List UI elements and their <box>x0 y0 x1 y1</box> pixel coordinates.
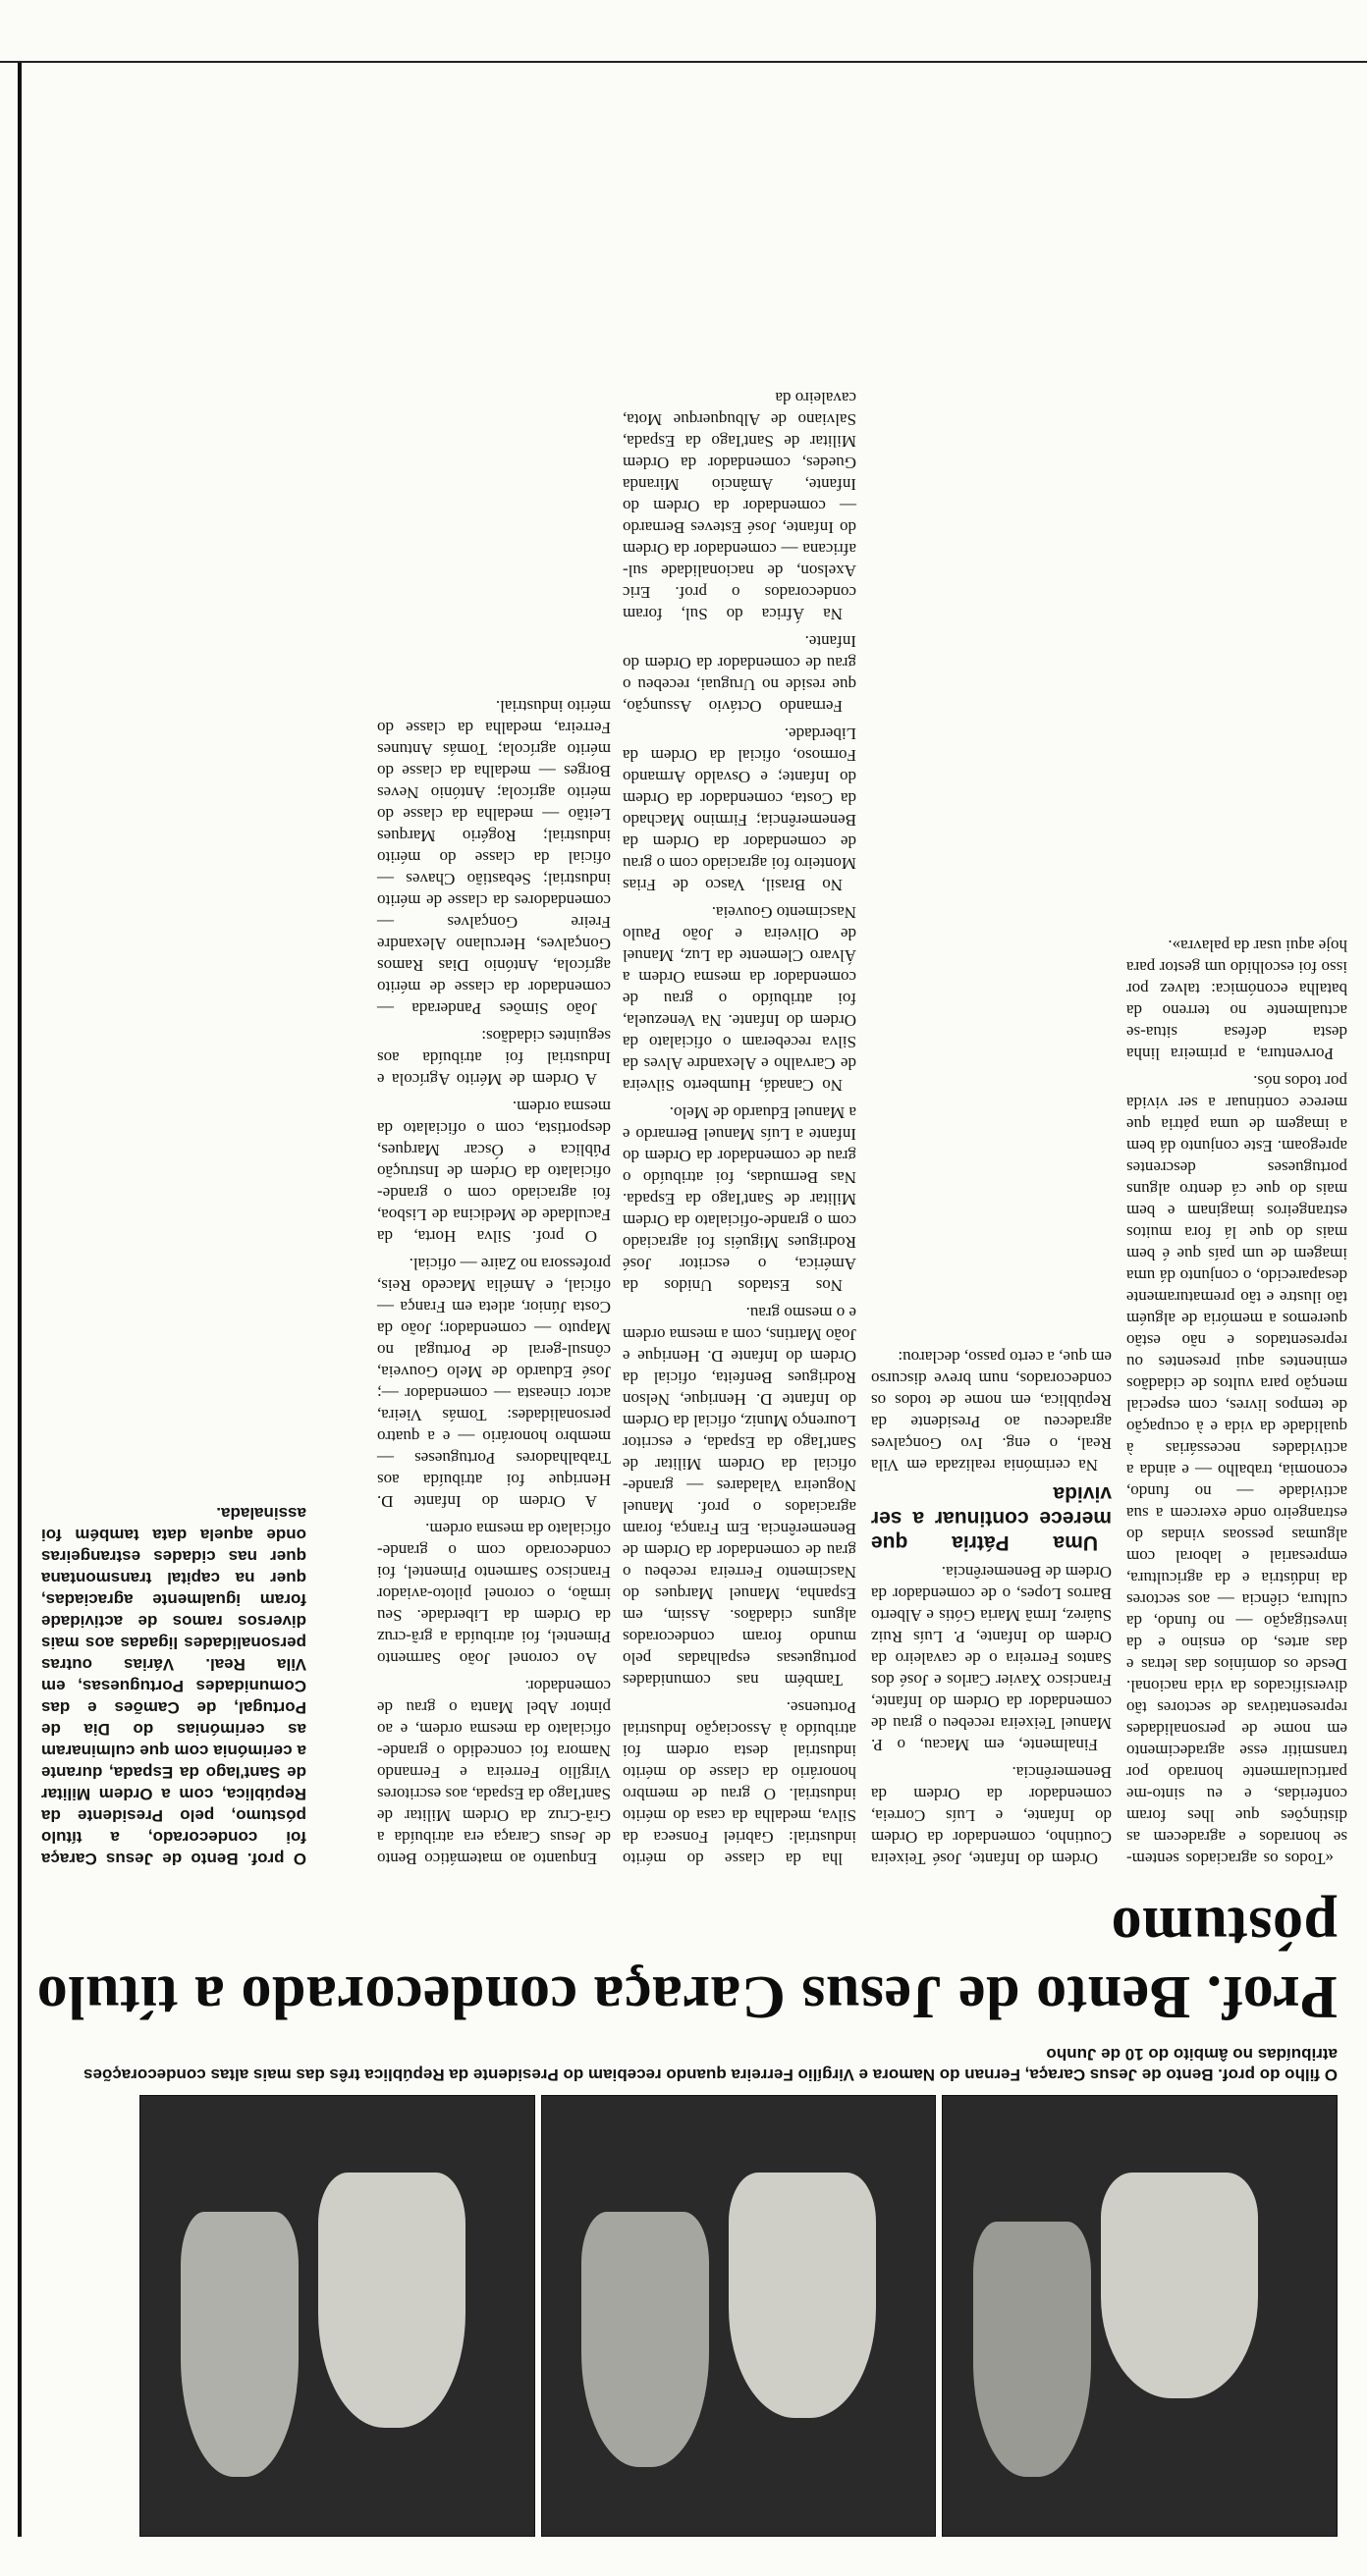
lead-paragraph: O prof. Bento de Jesus Caraça foi condecorado, a título póstumo, pelo Presidente da República, com a Ordem Militar de Sant'Iago da Espada, durante a cerimónia com que culminaram as cerimónias do Dia de Portugal, de Camões e das Comunidades Portuguesas, em Vila Real. Várias outras personalidades ligadas aos mais diversos ramos de actividade foram igualmente agraciadas, quer na capital transmontana quer nas cidades estrangeiras onde aquela data também foi assinalada. <box>41 1504 306 1868</box>
col2-paragraph: Também nas comunidades portuguesas espalhadas pelo mundo foram condecorados alguns cidadãos. Assim, em Espanha, Manuel Marques do Nascimento Ferreira recebeu o grau de comendador da Ordem de Benemerência. Em França, foram agraciados o prof. Manuel Nogueira Valadares — grande-oficial da Ordem Militar de Sant'Iago da Espada, e escritor Lourenço Muniz, oficial da Ordem do Infante D. Henrique, Nelson Rodrigues Benfeita, oficial da Ordem do Infante D. Henrique e João Martins, com a mesma ordem e o mesmo grau. <box>623 1304 856 1690</box>
col1-paragraph: A Ordem do Infante D. Henrique foi atribuída aos Trabalhadores Portugueses — membro honorário — e a quatro personalidades: Tomás Vieira, actor cineasta — comendador —; José Eduardo de Melo Gouveia, cônsul-geral de Portugal no Maputo — comendador; João da Costa Júnior, atleta em França — oficial, e Amélia Macedo Reis, professora no Zaire — oficial. <box>377 1255 611 1511</box>
col3-paragraph: Ordem do Infante, José Teixeira Coutinho, comendador da Ordem do Infante, e Luís Correia, comendador da Ordem da Benemerência. <box>871 1763 1112 1868</box>
photo-ceremony-1 <box>942 2095 1338 2537</box>
col3-paragraph: Na cerimónia realizada em Vila Real, o eng. Ivo Gonçalves agradeceu ao Presidente da República, em nome de todos os condecorados, num breve discurso em que, a certo passo, declarou: <box>871 1348 1112 1475</box>
column-2 <box>623 381 856 1869</box>
page-edge-rule <box>0 61 1367 63</box>
col4-paragraph: «Todos os agraciados sentem-se honrados e agradecem as distinções que lhes foram conferidas, e eu sinto-me particularmente honrado por transmitir esse agradecimento em nome de personalidades representativas de sectores tão diversificados da vida nacional. Desde os domínios das letras e das artes, do ensino e da investigação — no fundo, da cultura, ciência — aos sectores da indústria e da agricultura, empresarial e laboral com algumas pessoas vindas do estrangeiro onde exercem a sua actividade — no fundo, economia, trabalho — e ainda a actividades necessárias à qualidade da vida e à ocupação de tempos livres, com especial menção para vultos de cidadãos eminentes aqui presentes ou representados e não estão queremos a memória de alguém tão ilustre e tão prematuramente desaparecido, o conjunto dá uma imagem de um país que é bem mais do que lá fora muitos estrangeiros imaginam e bem mais do que cá dentro alguns portugueses descrentes apregoam. Este conjunto dá bem a imagem de uma pátria que merece continuar a ser vivida por todos nós. <box>1126 1072 1347 1868</box>
column-3 <box>871 1340 1112 1869</box>
column-4 <box>1126 929 1347 1869</box>
col4-paragraph: Porventura, a primeira linha desta defesa situa-se actualmente no terreno da batalha económica: talvez por isso foi escolhido um gestor para hoje aqui usar da palavra». <box>1126 937 1347 1063</box>
photo-caption: O filho do prof. Bento de Jesus Caraça, Fernan do Namora e Virgílio Ferreira quando recebiam do Presidente da República três das mais altas condecorações atribuídas no âmbito do 10 de Junho <box>83 2045 1338 2084</box>
col2-paragraph: No Brasil, Vasco de Frias Monteiro foi agraciado com o grau de comendador da Ordem da Benemerência; Firmino Machado da Costa, comendador da Ordem do Infante; e Osvaldo Armando Formoso, oficial da Ordem da Liberdade. <box>623 724 856 894</box>
col1-paragraph: João Simões Panderada — comendador da classe de mérito agrícola, António Dias Ramos Gonçalves, Herculano Alexandre Freire Gonçalves — comendadores da classe de mérito industrial; Sebastião Chaves — oficial da classe do mérito industrial; Rogério Marques Leitão — medalha da classe do mérito agrícola; António Neves Borges — medalha da classe do mérito agrícola; Tomás Antunes Ferreira, medalha da classe do mérito industrial. <box>377 697 611 1018</box>
col2-paragraph: No Canadá, Humberto Silveira de Carvalho e Alexandre Alves da Silva receberam o oficialato da Ordem do Infante. Na Venezuela, foi atribuído o grau de comendador da mesma Ordem a Álvaro Clemente da Luz, Manuel de Oliveira e João Paulo Nascimento Gouveia. <box>623 903 856 1095</box>
subheading: Uma Pátria que merece continuar a ser vivida <box>871 1482 1112 1554</box>
col1-paragraph: Enquanto ao matemático Bento de Jesus Caraça era atribuída a Grã-Cruz da Ordem Militar de Sant'Iago da Espada, aos escritores Virgílio Ferreira e Fernando Namora foi concedido o grande-oficialato da mesma ordem, e ao pintor Abel Manta o grau de comendador. <box>377 1677 611 1868</box>
col1-paragraph: A Ordem de Mérito Agrícola e Industrial foi atribuída aos seguintes cidadãos: <box>377 1027 611 1089</box>
col2-paragraph: Na África do Sul, foram condecorados o prof. Eric Axelson, de nacionalidade sul-africana — comendador da Ordem do Infante, José Esteves Bernardo — comendador da Ordem do Infante, Amâncio Miranda Guedes, comendador da Ordem Militar de Sant'Iago da Espada, Salviano de Albuquerque Mota, cavaleiro da <box>623 389 856 623</box>
photo-ceremony-2 <box>541 2095 937 2537</box>
column-1 <box>377 689 611 1869</box>
col2-paragraph: Fernando Octávio Assunção, que reside no Uruguai, recebeu o grau de comendador da Ordem do Infante. <box>623 632 856 716</box>
col1-paragraph: Ao coronel João Sarmento Pimentel, foi atribuída a grã-cruz da Ordem da Liberdade. Seu irmão, o coronel piloto-aviador Francisco Sarmento Pimentel, foi condecorado com o grande-oficialato da mesma ordem. <box>377 1520 611 1668</box>
col2-paragraph: lha da classe do mérito industrial: Gabriel Fonseca da Silva, medalha da casa do mérito industrial. O grau de membro honorário da classe do mérito industrial desta ordem foi atribuído à Associação Industrial Portuense. <box>623 1698 856 1868</box>
col2-paragraph: Nos Estados Unidos da América, o escritor José Rodrigues Miguéis foi agraciado com o grande-oficialato da Ordem Militar de Sant'Iago da Espada. Nas Bermudas, foi atribuído o grau de comendador da Ordem do Infante a Luís Manuel Bernardo e a Manuel Eduardo de Melo. <box>623 1103 856 1295</box>
photo-ceremony-3 <box>139 2095 535 2537</box>
photo-strip <box>139 2095 1338 2537</box>
col1-paragraph: O prof. Silva Horta, da Faculdade de Medicina de Lisboa, foi agraciado com o grande-oficialato da Ordem de Instrução Pública e Óscar Marques, desportista, com o oficialato da mesma ordem. <box>377 1098 611 1246</box>
headline: Prof. Bento de Jesus Caraça condecorado a título póstumo <box>36 1895 1338 2030</box>
column-rule <box>18 63 22 2537</box>
col3-paragraph: Finalmente, em Macau, o P. Manuel Teixeira recebeu o grau de comendador da Ordem do Infante, Francisco Xavier Carlos e José dos Santos Ferreira o de cavaleiro da Ordem do Infante, P. Luís Ruiz Suárez, Irmã Maria Gótis e Alberto Barros Lopes, o de comendador da Ordem de Benemerência. <box>871 1563 1112 1754</box>
